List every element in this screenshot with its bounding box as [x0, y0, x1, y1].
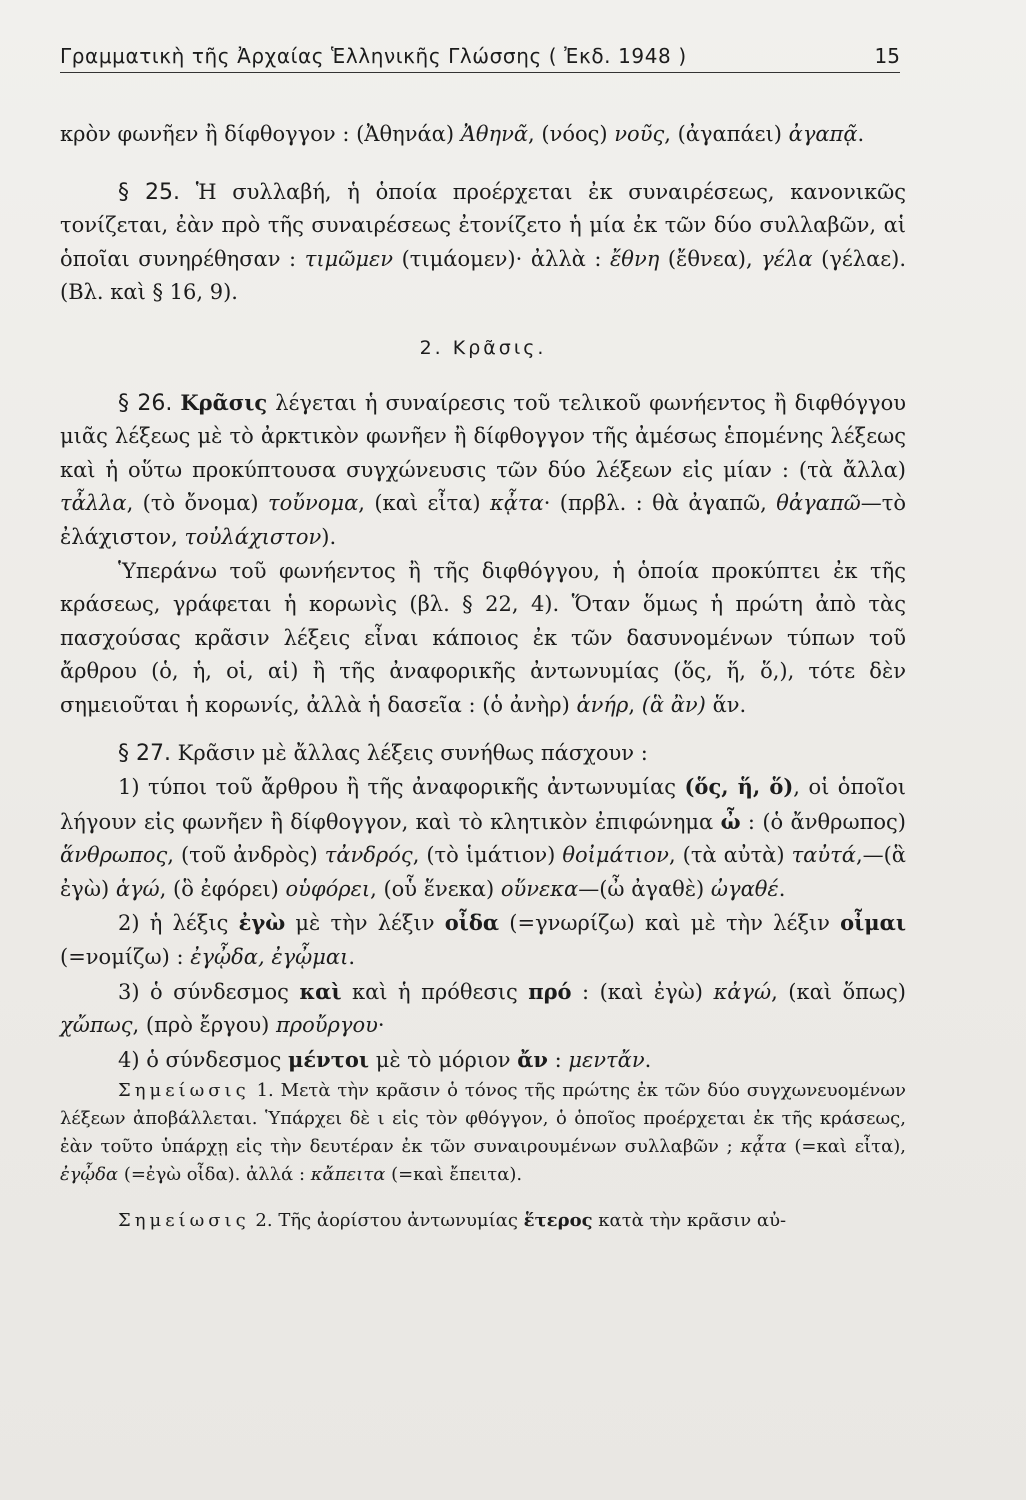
section-heading-krasis: 2. Κρᾶσις. — [419, 336, 547, 359]
term-krasis: Κρᾶσις — [180, 389, 268, 415]
running-header — [60, 44, 900, 73]
running-title: Γραμματικὴ τῆς Ἀρχαίας Ἑλληνικῆς Γλώσσης ( Ἐκδ. 1948 ) — [60, 44, 687, 68]
note-2: Σημείωσις 2. Τῆς ἀορίστου ἀντωνυμίας ἕτερος κατὰ τὴν κρᾶσιν αὐ- — [118, 1210, 787, 1232]
section-number: § 26. — [118, 390, 173, 416]
section-number: § 27. — [118, 740, 171, 766]
list-item-3: 3) ὁ σύνδεσμος καὶ καὶ ἡ πρόθεσις πρό : (καὶ ἐγὼ) κἀγώ, (καὶ ὅπως) χὤπως, (πρὸ ἔργου) προὔργου· — [60, 978, 906, 1038]
section-26: § 26. Κρᾶσις λέγεται ἡ συναίρεσις τοῦ τελικοῦ φωνήεντος ἢ διφθόγγου μιᾶς λέξεως μὲ τὸ ἀρκτικὸν φωνῆεν ἢ δίφθογγον τῆς ἀμέσως ἑπομένης λέξεως καὶ ἡ οὕτω προκύπτουσα συγχώνευσις τῶν δύο λέξεων εἰς μίαν : (τὰ ἄλλα) τἆλλα, (τὸ ὄνομα) τοὔνομα, (καὶ εἶτα) κᾆτα· (πρβλ. : θὰ ἀγαπῶ, θἀγαπῶ—τὸ ἐλάχιστον, τοὐλάχιστον). — [60, 389, 907, 549]
page-number: 15 — [874, 44, 900, 68]
paragraph-intro: κρὸν φωνῆεν ἢ δίφθογγον : (Ἀθηνάα) Ἀθηνᾶ, (νόος) νοῦς, (ἀγαπάει) ἀγαπᾷ. — [60, 122, 865, 146]
section-25: § 25. Ἡ συλλαβή, ἡ ὁποία προέρχεται ἐκ συναιρέσεως, κανονικῶς τονίζεται, ἐὰν πρὸ τῆς συναιρέσεως ἐτονίζετο ἡ μία ἐκ τῶν δύο συλλαβῶν, αἱ ὁποῖαι συνηρέθησαν : τιμῶμεν (τιμάομεν)· ἀλλὰ : ἔθνη (ἔθνεα), γέλα (γέλαε). (Βλ. καὶ § 16, 9). — [60, 179, 906, 305]
page-body — [60, 118, 906, 1235]
note-label: Σημείωσις — [118, 1080, 250, 1102]
list-item-4: 4) ὁ σύνδεσμος μέντοι μὲ τὸ μόριον ἄν : μεντἄν. — [118, 1046, 652, 1072]
list-item-1: 1) τύποι τοῦ ἄρθρου ἢ τῆς ἀναφορικῆς ἀντωνυμίας (ὅς, ἥ, ὅ), οἱ ὁποῖοι λήγουν εἰς φωνῆεν ἢ δίφθογγον, καὶ τὸ κλητικὸν ἐπιφώνημα ὦ : (ὁ ἄνθρωπος) ἅνθρωπος, (τοῦ ἀνδρὸς) τἀνδρός, (τὸ ἱμάτιον) θοἰμάτιον, (τὰ αὐτὰ) ταὐτά,—(ἃ ἐγὼ) ἁγώ, (ὃ ἐφόρει) οὑφόρει, (οὗ ἕνεκα) οὕνεκα—(ὦ ἀγαθὲ) ὠγαθέ. — [60, 774, 906, 901]
note-1: Σημείωσις 1. Μετὰ τὴν κρᾶσιν ὁ τόνος τῆς πρώτης ἐκ τῶν δύο συγχωνευομένων λέξεων ἀποβάλλεται. Ὑπάρχει δὲ ι εἰς τὸν φθόγγον, ὁ ὁποῖος προέρχεται ἐκ τῆς κράσεως, ἐὰν τοῦτο ὑπάρχῃ εἰς τὴν δευτέραν ἐκ τῶν συναιρουμένων συλλαβῶν ; κᾆτα (=καὶ εἶτα), ἐγᾦδα (=ἐγὼ οἶδα). ἀλλά : κἄπειτα (=καὶ ἔπειτα). — [60, 1080, 906, 1186]
section-number: § 25. — [118, 179, 181, 205]
list-item-2: 2) ἡ λέξις ἐγὼ μὲ τὴν λέξιν οἶδα (=γνωρίζω) καὶ μὲ τὴν λέξιν οἶμαι (=νομίζω) : ἐγᾦδα, ἐγᾦμαι. — [60, 910, 906, 970]
section-27: § 27. Κρᾶσιν μὲ ἄλλας λέξεις συνήθως πάσχουν : — [118, 740, 648, 766]
section-26-coronis: Ὑπεράνω τοῦ φωνήεντος ἢ τῆς διφθόγγου, ἡ ὁποία προκύπτει ἐκ τῆς κράσεως, γράφεται ἡ κορωνὶς (βλ. § 22, 4). Ὅταν ὅμως ἡ πρώτη ἀπὸ τὰς πασχούσας κρᾶσιν λέξεις εἶναι κάποιος ἐκ τῶν δασυνομένων τύπων τοῦ ἄρθρου (ὁ, ἡ, οἱ, αἱ) ἢ τῆς ἀναφορικῆς ἀντωνυμίας (ὅς, ἥ, ὅ,), τότε δὲν σημειοῦται ἡ κορωνίς, ἀλλὰ ἡ δασεῖα : (ὁ ἀνὴρ) ἁνήρ, (ἃ ἂν) ἅν. — [60, 558, 906, 717]
note-label: Σημείωσις — [118, 1210, 250, 1232]
